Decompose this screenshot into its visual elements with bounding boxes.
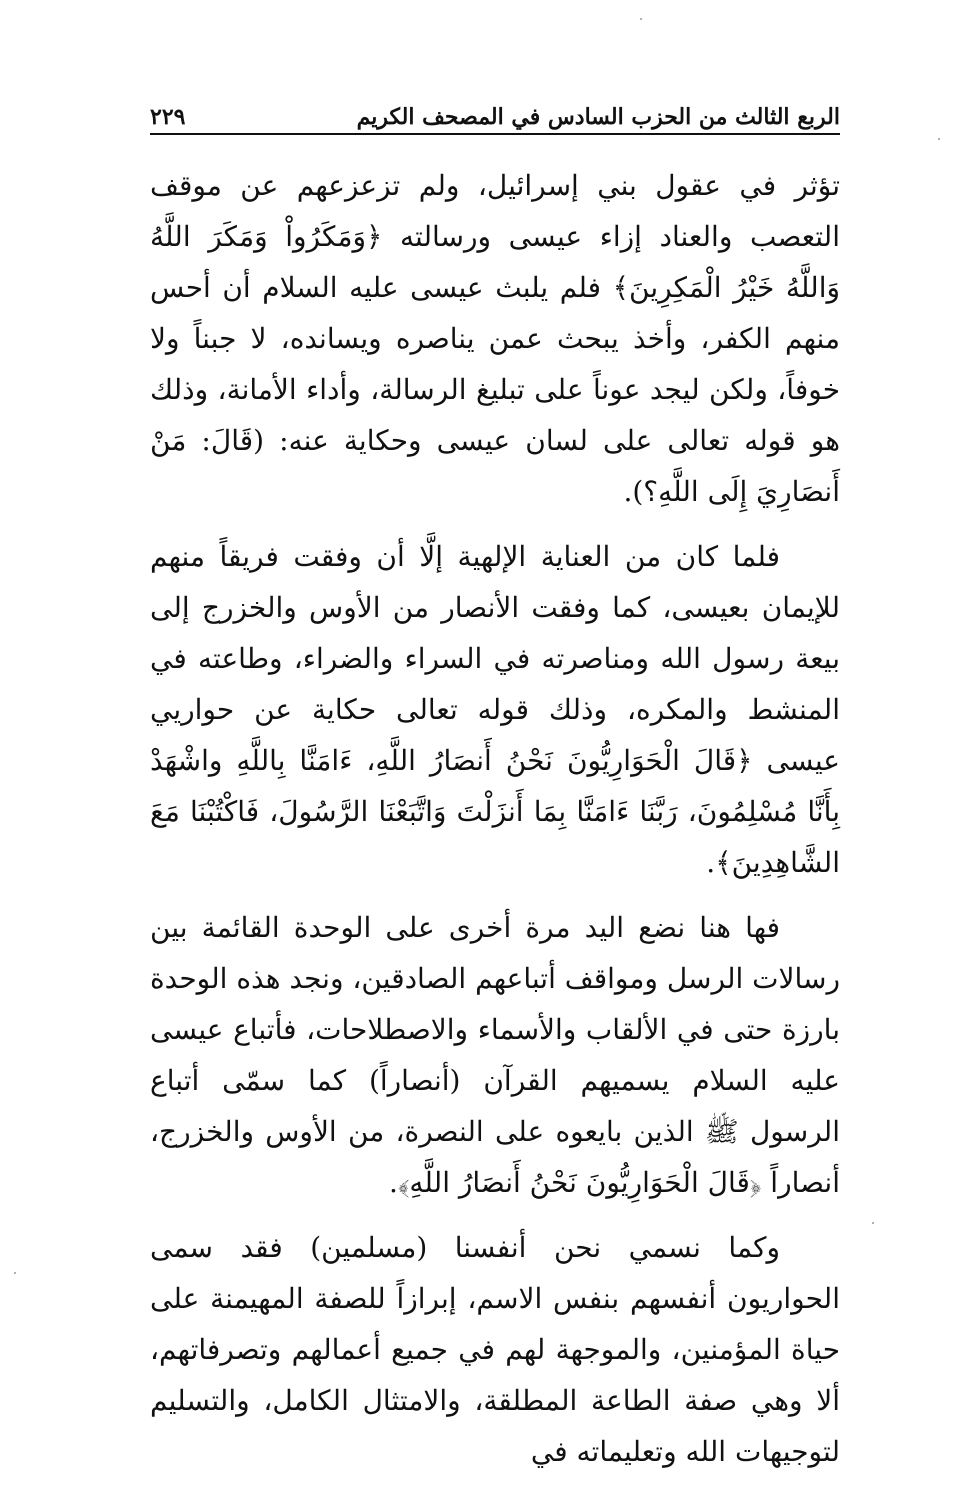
body-text <box>150 160 840 1491</box>
running-header <box>150 86 840 130</box>
header-title: الربع الثالث من الحزب السادس في المصحف الكريم <box>356 104 840 130</box>
scan-speck <box>640 18 642 20</box>
page-number: ٢٢٩ <box>150 104 186 130</box>
scan-speck <box>14 1272 16 1274</box>
scan-speck <box>938 138 940 140</box>
paragraph-1: تؤثر في عقول بني إسرائيل، ولم تزعزعهم عن موقف التعصب والعناد إزاء عيسى ورسالته ﴿وَمَكَرُواْ وَمَكَرَ اللَّهُ وَاللَّهُ خَيْرُ الْمَكِرِينَ﴾ فلم يلبث عيسى عليه السلام أن أحس منهم الكفر، وأخذ يبحث عمن يناصره ويسانده، لا جبناً ولا خوفاً، ولكن ليجد عوناً على تبليغ الرسالة، وأداء الأمانة، وذلك هو قوله تعالى على لسان عيسى وحكاية عنه: (قَالَ: مَنْ أَنصَارِيَ إِلَى اللَّهِ؟). <box>150 169 840 508</box>
paragraph-4: وكما نسمي نحن أنفسنا (مسلمين) فقد سمى الحواريون أنفسهم بنفس الاسم، إبرازاً للصفة المهيمنة على حياة المؤمنين، والموجهة لهم في جميع أعمالهم وتصرفاتهم، ألا وهي صفة الطاعة المطلقة، والامتثال الكامل، والتسليم لتوجيهات الله وتعليماته في <box>150 1231 840 1468</box>
header-rule <box>150 133 840 135</box>
scan-speck <box>872 1222 874 1224</box>
paragraph-2: فلما كان من العناية الإلهية إلَّا أن وفقت فريقاً منهم للإيمان بعيسى، كما وفقت الأنصار من الأوس والخزرج إلى بيعة رسول الله ومناصرته في السراء والضراء، وطاعته في المنشط والمكره، وذلك قوله تعالى حكاية عن حواريي عيسى ﴿قَالَ الْحَوَارِيُّونَ نَحْنُ أَنصَارُ اللَّهِ، ءَامَنَّا بِاللَّهِ واشْهَدْ بِأَنَّا مُسْلِمُونَ، رَبَّنَا ءَامَنَّا بِمَا أَنزَلْتَ وَاتَّبَعْنَا الرَّسُولَ، فَاكْتُبْنَا مَعَ الشَّاهِدِينَ﴾. <box>150 540 840 879</box>
paragraph-3: فها هنا نضع اليد مرة أخرى على الوحدة القائمة بين رسالات الرسل ومواقف أتباعهم الصادقين، ونجد هذه الوحدة بارزة حتى في الألقاب والأسماء والاصطلاحات، فأتباع عيسى عليه السلام يسميهم القرآن (أنصاراً) كما سمّى أتباع الرسول ﷺ الذين بايعوه على النصرة، من الأوس والخزرج، أنصاراً ﴿قَالَ الْحَوَارِيُّونَ نَحْنُ أَنصَارُ اللَّهِ﴾. <box>150 911 840 1199</box>
